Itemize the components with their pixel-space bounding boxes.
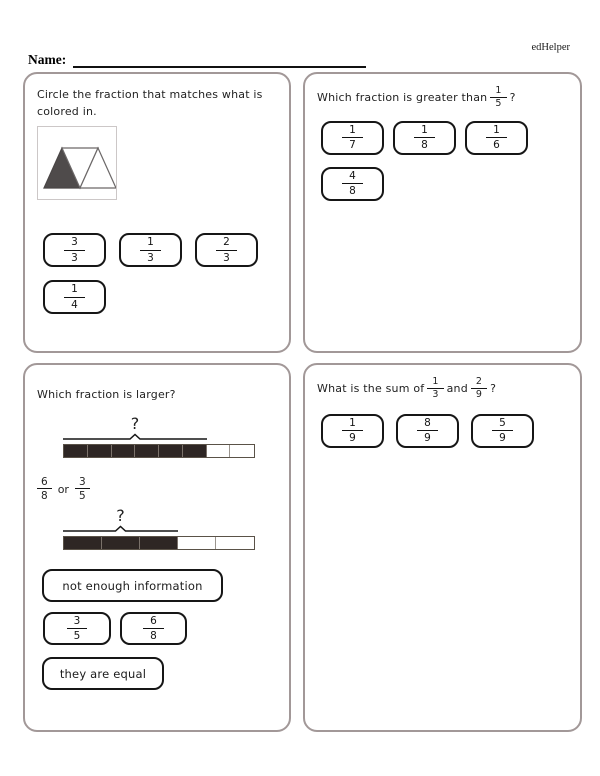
question-1-choices [43, 233, 275, 314]
question-2-text: Which fraction is greater than $\frac{1}{5}$ ? [317, 85, 516, 109]
bar-1-question-mark: ? [130, 414, 140, 433]
bar-segment [88, 445, 112, 457]
question-box-1 [23, 72, 291, 353]
fraction-comparison [37, 476, 277, 502]
question-box-4 [303, 363, 582, 732]
question-1-text: Circle the fraction that matches what is colored in. [37, 88, 263, 118]
question-box-3 [23, 363, 291, 732]
inline-fraction-1-5: $\frac{1}{5}$ [490, 86, 506, 110]
bar-segment [216, 537, 254, 549]
bar-segment [183, 445, 207, 457]
choice-1-8[interactable]: $\frac{1}{8}$ [393, 121, 456, 155]
bar-1-brace [63, 433, 207, 440]
trapezoid-triangles-image [42, 132, 117, 190]
bar-segment [135, 445, 159, 457]
choice-1-9[interactable]: $\frac{1}{9}$ [321, 414, 384, 448]
choice-not-enough-information[interactable]: not enough information [42, 569, 223, 602]
question-2-choices [321, 121, 536, 201]
question-3-text: Which fraction is larger? [37, 388, 176, 401]
bar-segment [230, 445, 254, 457]
bar-1-segments [63, 444, 255, 458]
bar-2-segments [63, 536, 255, 550]
bar-segment [112, 445, 136, 457]
bar-segment [178, 537, 216, 549]
compare-fraction-6-8: $\frac{6}{8}$ [37, 476, 52, 502]
fraction-bar-3-5 [63, 507, 277, 550]
question-3-fraction-choices [43, 612, 277, 645]
bar-segment [207, 445, 231, 457]
question-4-choices [321, 414, 536, 448]
choice-6-8[interactable]: $\frac{6}{8}$ [120, 612, 187, 645]
choice-1-4[interactable]: $\frac{1}{4}$ [43, 280, 106, 314]
bar-segment [102, 537, 140, 549]
choice-8-9[interactable]: $\frac{8}{9}$ [396, 414, 459, 448]
choice-4-8[interactable]: $\frac{4}{8}$ [321, 167, 384, 201]
choice-1-3[interactable]: $\frac{1}{3}$ [119, 233, 182, 267]
inline-fraction-1-3: $\frac{1}{3}$ [427, 377, 443, 401]
bar-2-brace [63, 525, 178, 532]
bar-segment [140, 537, 178, 549]
inline-fraction-2-9: $\frac{2}{9}$ [471, 377, 487, 401]
choice-3-3[interactable]: $\frac{3}{3}$ [43, 233, 106, 267]
choice-1-6[interactable]: $\frac{1}{6}$ [465, 121, 528, 155]
fraction-bar-6-8 [63, 415, 277, 458]
bar-segment [64, 445, 88, 457]
brand-logo: edHelper [531, 42, 570, 53]
choice-5-9[interactable]: $\frac{5}{9}$ [471, 414, 534, 448]
name-label: Name: [28, 52, 67, 67]
and-label: and [446, 382, 468, 396]
choice-3-5[interactable]: $\frac{3}{5}$ [43, 612, 111, 645]
bar-segment [159, 445, 183, 457]
choice-they-are-equal[interactable]: they are equal [42, 657, 164, 690]
choice-2-3[interactable]: $\frac{2}{3}$ [195, 233, 258, 267]
bar-segment [64, 537, 102, 549]
question-box-2 [303, 72, 582, 353]
shaded-triangles-figure [37, 126, 117, 200]
choice-1-7[interactable]: $\frac{1}{7}$ [321, 121, 384, 155]
question-4-text: What is the sum of $\frac{1}{3}$ and $\frac{2}{9}$ ? [317, 376, 497, 400]
or-label: or [57, 482, 69, 496]
name-blank-line[interactable] [73, 55, 366, 68]
bar-2-question-mark: ? [116, 506, 125, 526]
compare-fraction-3-5: $\frac{3}{5}$ [75, 476, 90, 502]
name-row [28, 52, 366, 68]
